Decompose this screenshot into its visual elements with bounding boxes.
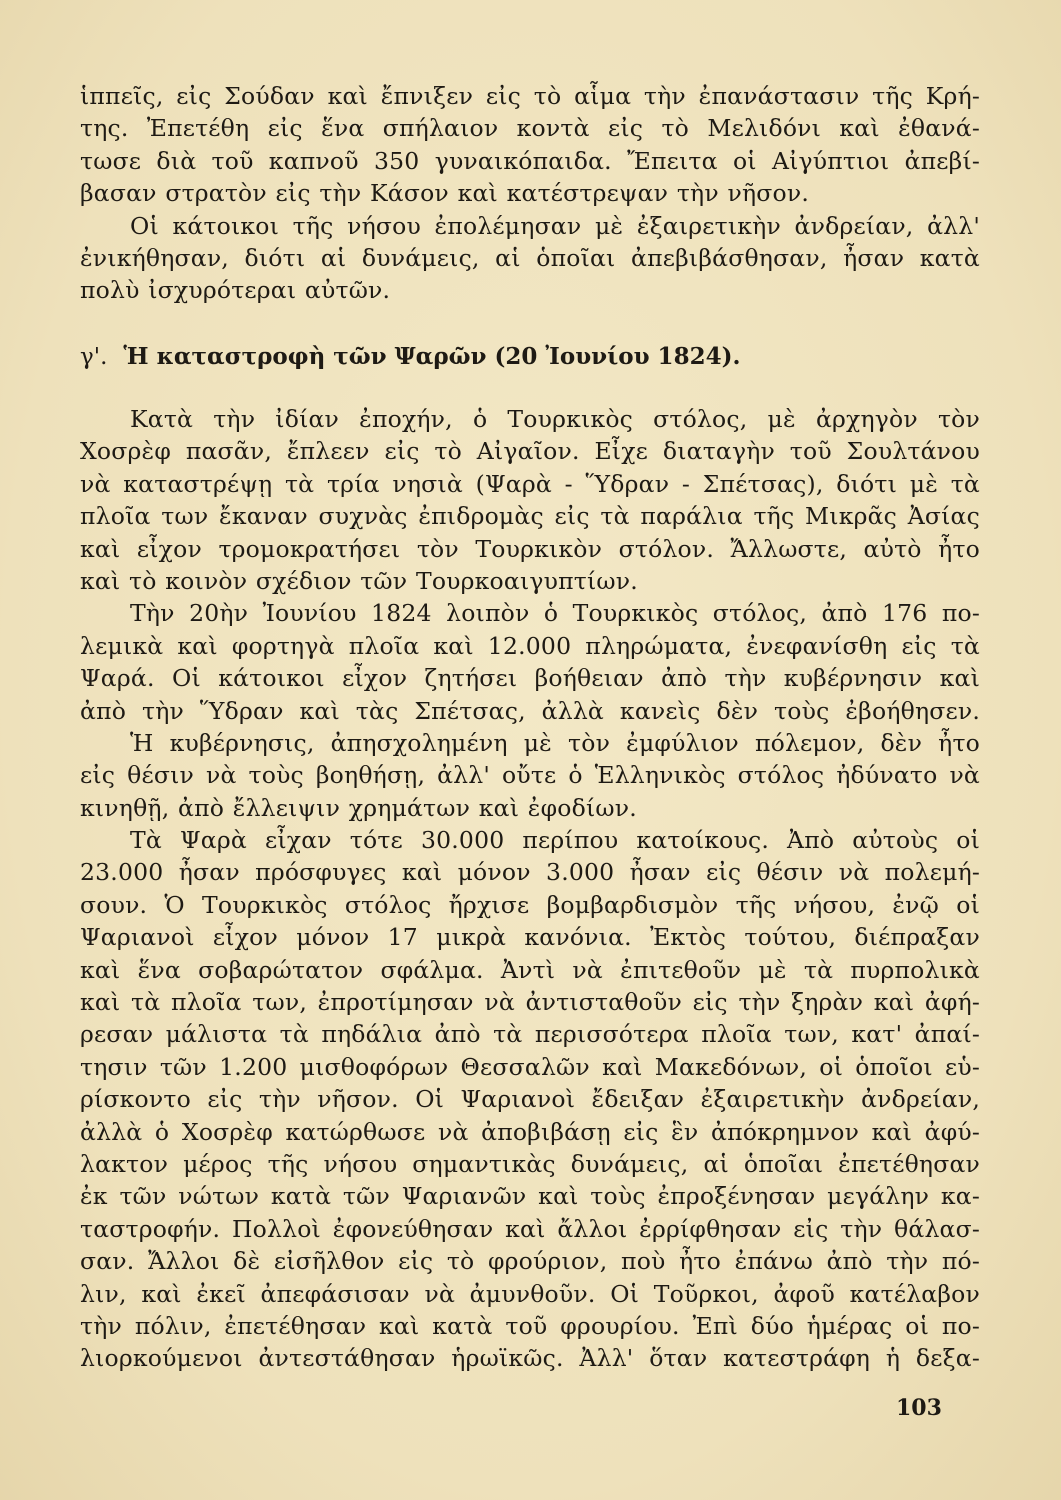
paragraph-block-main: [80, 403, 980, 1375]
section-heading: [80, 343, 740, 370]
paragraph-block-intro: [80, 80, 980, 307]
text-line: σουν. Ὁ Τουρκικὸς στόλος ἤρχισε βομβαρδισμὸν τῆς νήσου, ἐνῷ οἱ: [80, 890, 980, 919]
text-line: Ψαριανοὶ εἶχον μόνον 17 μικρὰ κανόνια. Ἐκτὸς τούτου, διέπραξαν: [80, 923, 980, 952]
page-number: 103: [896, 1395, 942, 1421]
text-line: ἐκ τῶν νώτων κατὰ τῶν Ψαριανῶν καὶ τοὺς ἐπροξένησαν μεγάλην κα-: [80, 1182, 980, 1211]
text-line: Κατὰ τὴν ἰδίαν ἐποχήν, ὁ Τουρκικὸς στόλος, μὲ ἀρχηγὸν τὸν: [130, 405, 980, 433]
text-line: βασαν στρατὸν εἰς τὴν Κάσον καὶ κατέστρεψαν τὴν νῆσον.: [80, 179, 809, 208]
text-line: Οἱ κάτοικοι τῆς νήσου ἐπολέμησαν μὲ ἐξαιρετικὴν ἀνδρείαν, ἀλλ': [130, 211, 980, 240]
text-line: καὶ εἶχον τρομοκρατήσει τὸν Τουρκικὸν στόλον. Ἄλλωστε, αὐτὸ ἦτο: [80, 534, 980, 563]
section-title: Ἡ καταστροφὴ τῶν Ψαρῶν (20 Ἰουνίου 1824).: [123, 343, 741, 370]
text-line: ἀλλὰ ὁ Χοσρὲφ κατώρθωσε νὰ ἀποβιβάσῃ εἰς ἓν ἀπόκρημνον καὶ ἀφύ-: [80, 1117, 980, 1146]
text-line: κινηθῇ, ἀπὸ ἔλλειψιν χρημάτων καὶ ἐφοδίων.: [80, 793, 637, 822]
text-line: ταστροφήν. Πολλοὶ ἐφονεύθησαν καὶ ἄλλοι ἐρρίφθησαν εἰς τὴν θάλασ-: [80, 1214, 980, 1243]
text-line: νὰ καταστρέψῃ τὰ τρία νησιὰ (Ψαρὰ - Ὕδραν - Σπέτσας), διότι μὲ τὰ: [80, 469, 980, 498]
text-line: εἰς θέσιν νὰ τοὺς βοηθήσῃ, ἀλλ' οὔτε ὁ Ἑλληνικὸς στόλος ἠδύνατο νὰ: [80, 761, 980, 790]
text-line: της. Ἐπετέθη εἰς ἕνα σπήλαιον κοντὰ εἰς τὸ Μελιδόνι καὶ ἐθανά-: [80, 114, 980, 143]
text-line: λιν, καὶ ἐκεῖ ἀπεφάσισαν νὰ ἀμυνθοῦν. Οἱ Τοῦρκοι, ἀφοῦ κατέλαβον: [80, 1279, 980, 1308]
text-line: καὶ τὸ κοινὸν σχέδιον τῶν Τουρκοαιγυπτίων.: [80, 566, 638, 595]
text-line: 23.000 ἦσαν πρόσφυγες καὶ μόνον 3.000 ἦσαν εἰς θέσιν νὰ πολεμή-: [80, 858, 980, 887]
text-line: καὶ τὰ πλοῖα των, ἐπροτίμησαν νὰ ἀντισταθοῦν εἰς τὴν ξηρὰν καὶ ἀφή-: [80, 988, 980, 1017]
text-line: πολὺ ἰσχυρότεραι αὐτῶν.: [80, 276, 391, 305]
text-line: Τὰ Ψαρὰ εἶχαν τότε 30.000 περίπου κατοίκους. Ἀπὸ αὐτοὺς οἱ: [130, 826, 980, 855]
text-line: τὴν πόλιν, ἐπετέθησαν καὶ κατὰ τοῦ φρουρίου. Ἐπὶ δύο ἡμέρας οἱ πο-: [80, 1311, 980, 1340]
text-line: ρίσκοντο εἰς τὴν νῆσον. Οἱ Ψαριανοὶ ἔδειξαν ἐξαιρετικὴν ἀνδρείαν,: [80, 1085, 980, 1114]
text-line: Ἡ κυβέρνησις, ἀπησχολημένη μὲ τὸν ἐμφύλιον πόλεμον, δὲν ἦτο: [130, 728, 980, 757]
text-line: καὶ ἕνα σοβαρώτατον σφάλμα. Ἀντὶ νὰ ἐπιτεθοῦν μὲ τὰ πυρπολικὰ: [80, 955, 980, 984]
text-line: λεμικὰ καὶ φορτηγὰ πλοῖα καὶ 12.000 πληρώματα, ἐνεφανίσθη εἰς τὰ: [80, 631, 980, 660]
text-line: Χοσρὲφ πασᾶν, ἔπλεεν εἰς τὸ Αἰγαῖον. Εἶχε διαταγὴν τοῦ Σουλτάνου: [80, 437, 980, 466]
text-line: ἀπὸ τὴν Ὕδραν καὶ τὰς Σπέτσας, ἀλλὰ κανεὶς δὲν τοὺς ἐβοήθησεν.: [80, 696, 980, 725]
text-line: ἱππεῖς, εἰς Σούδαν καὶ ἔπνιξεν εἰς τὸ αἷμα τὴν ἐπανάστασιν τῆς Κρή-: [80, 82, 980, 110]
text-line: πλοῖα των ἔκαναν συχνὰς ἐπιδρομὰς εἰς τὰ παράλια τῆς Μικρᾶς Ἀσίας: [80, 502, 980, 531]
text-line: ρεσαν μάλιστα τὰ πηδάλια ἀπὸ τὰ περισσότερα πλοῖα των, κατ' ἀπαί-: [80, 1020, 980, 1049]
text-line: Ψαρά. Οἱ κάτοικοι εἶχον ζητήσει βοήθειαν ἀπὸ τὴν κυβέρνησιν καὶ: [80, 664, 980, 693]
text-line: λιορκούμενοι ἀντεστάθησαν ἡρωϊκῶς. Ἀλλ' ὅταν κατεστράφη ἡ δεξα-: [80, 1344, 980, 1373]
section-letter: γ'.: [80, 344, 108, 370]
text-line: ἐνικήθησαν, διότι αἱ δυνάμεις, αἱ ὁποῖαι ἀπεβιβάσθησαν, ἦσαν κατὰ: [80, 243, 980, 272]
text-line: λακτον μέρος τῆς νήσου σημαντικὰς δυνάμεις, αἱ ὁποῖαι ἐπετέθησαν: [80, 1149, 980, 1178]
text-line: Τὴν 20ὴν Ἰουνίου 1824 λοιπὸν ὁ Τουρκικὸς στόλος, ἀπὸ 176 πο-: [130, 599, 980, 628]
text-line: σαν. Ἄλλοι δὲ εἰσῆλθον εἰς τὸ φρούριον, ποὺ ἦτο ἐπάνω ἀπὸ τὴν πό-: [80, 1247, 980, 1276]
text-line: τησιν τῶν 1.200 μισθοφόρων Θεσσαλῶν καὶ Μακεδόνων, οἱ ὁποῖοι εὑ-: [80, 1052, 980, 1081]
text-line: τωσε διὰ τοῦ καπνοῦ 350 γυναικόπαιδα. Ἔπειτα οἱ Αἰγύπτιοι ἀπεβί-: [80, 146, 980, 175]
